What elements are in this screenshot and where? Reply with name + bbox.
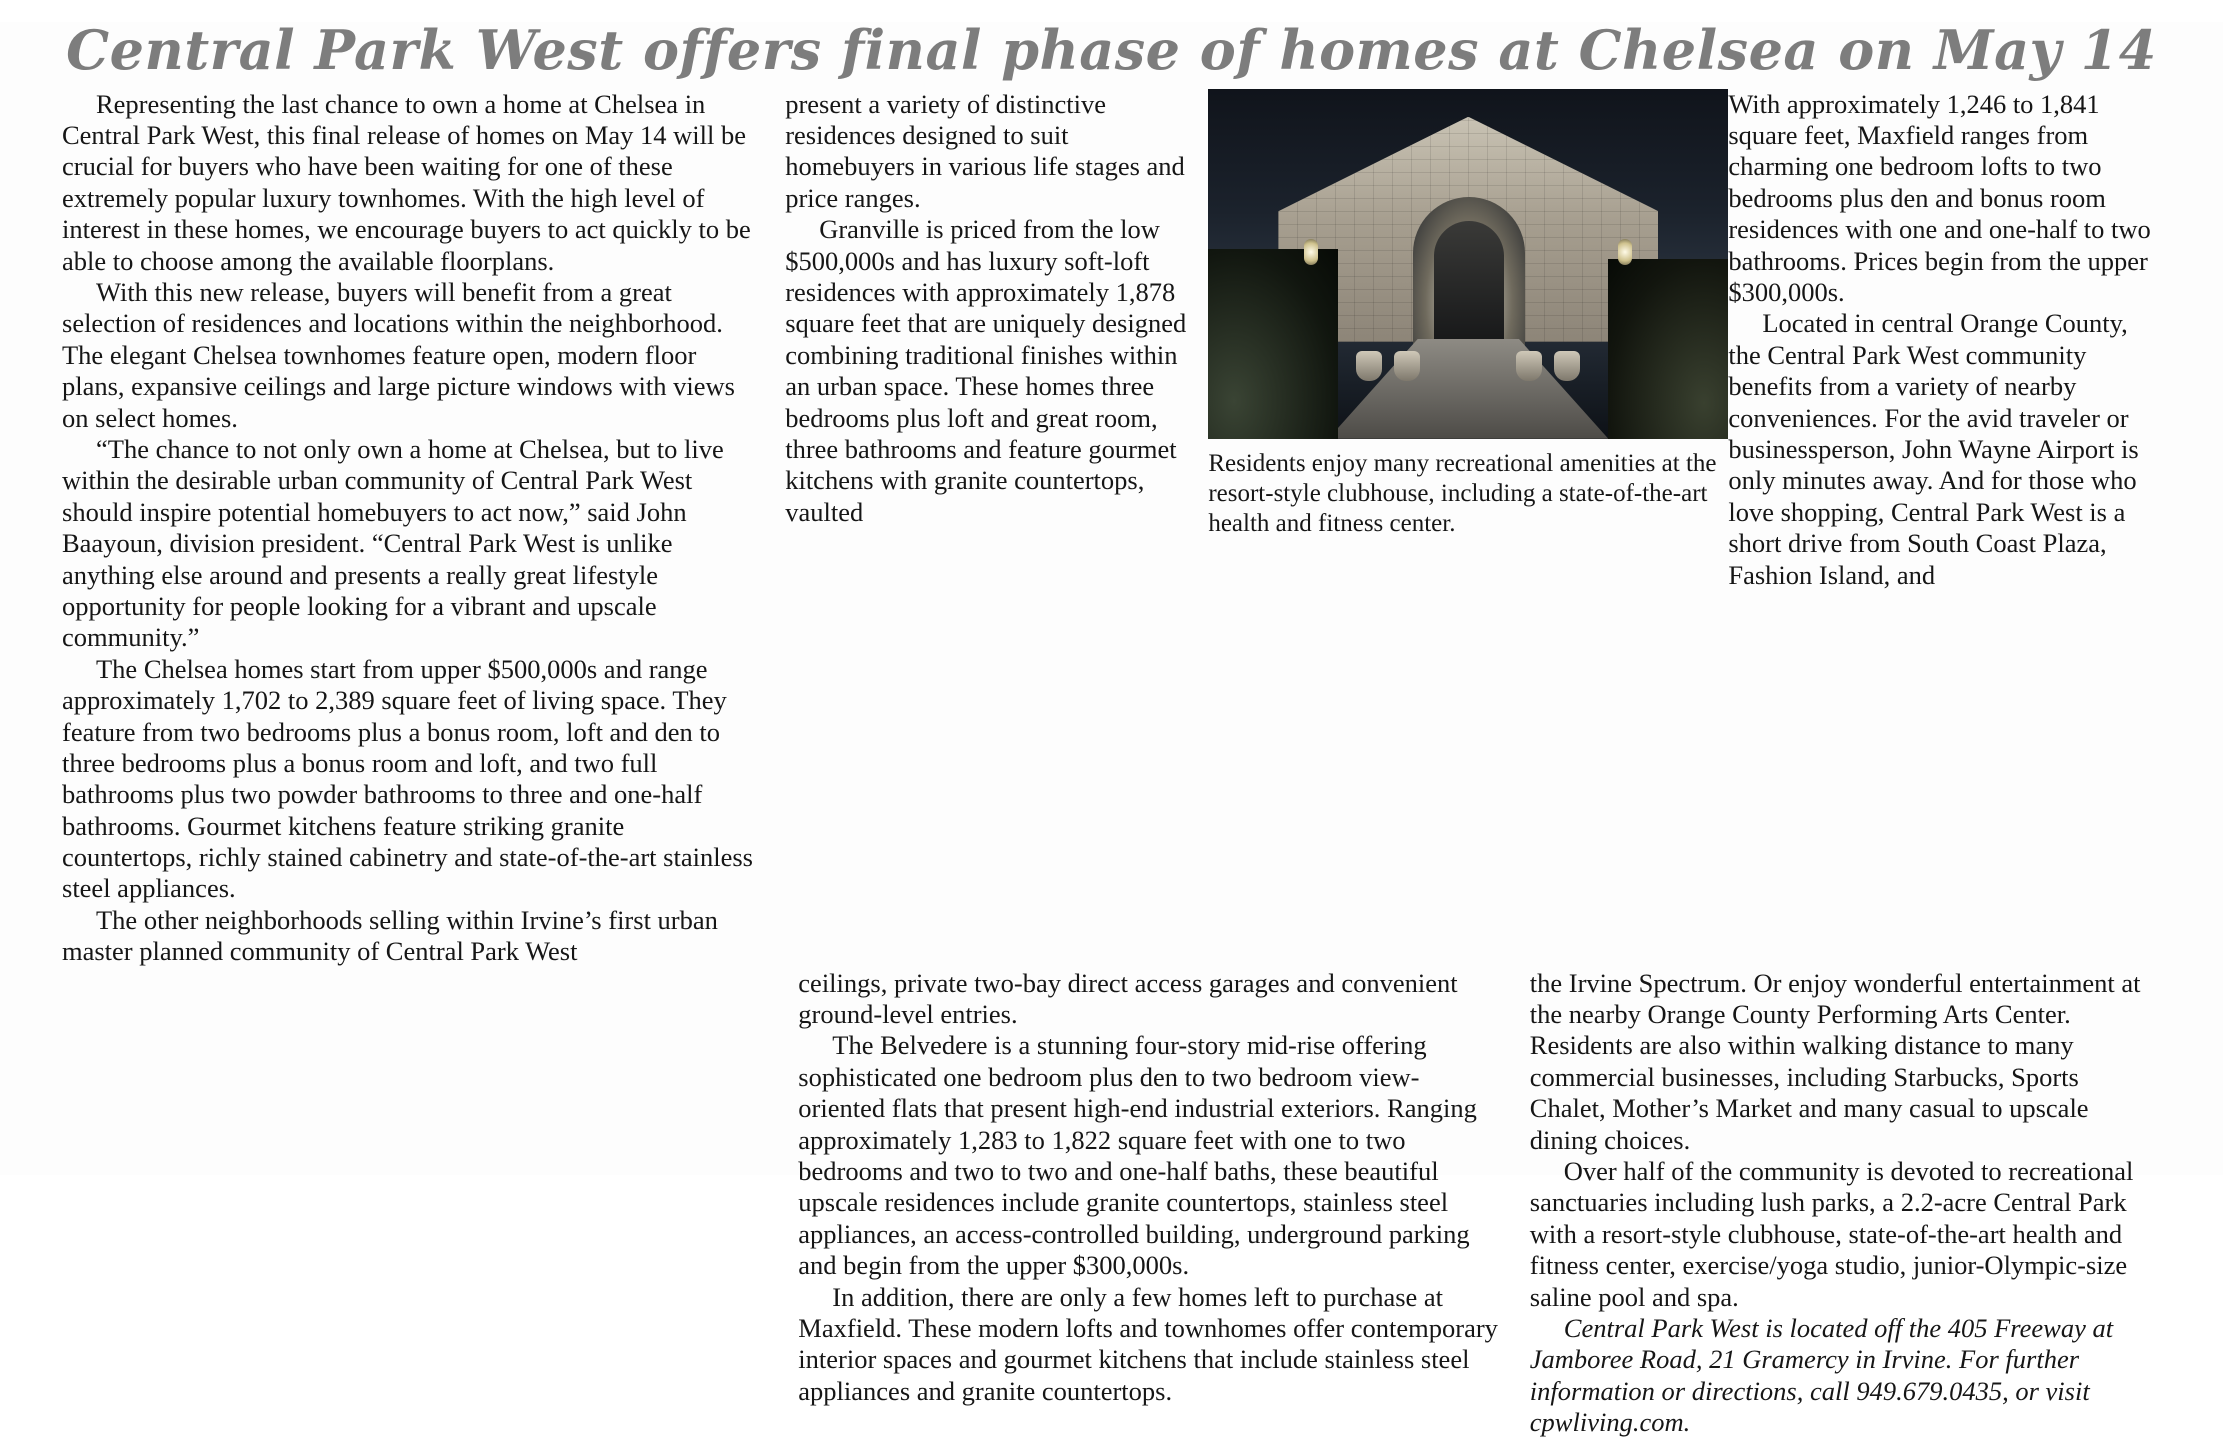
paragraph: the Irvine Spectrum. Or enjoy wonderful entertainment at the nearby Orange County Performing Arts Center. Residents are also within walking distance to many commercial businesses, including Starbucks, Sports Chalet, Mother’s Market and many casual to upscale dining choices.	[1529, 967, 2141, 1155]
column-four	[1728, 89, 2161, 591]
paragraph: The other neighborhoods selling within Irvine’s first urban master planned community of Central Park West	[62, 904, 718, 967]
column-one-bottom-spacer	[62, 968, 798, 1438]
closing-note: Central Park West is located off the 405 Freeway at Jamboree Road, 21 Gramercy in Irvine. For further information or directions, call 949.679.0435, or visit cpwliving.com.	[1529, 1312, 2114, 1438]
page-title: Central Park West offers final phase of homes at Chelsea on May 14	[66, 18, 2157, 82]
article-columns-bottom	[40, 968, 2183, 1438]
planter-pot	[1554, 351, 1580, 381]
article-page	[0, 18, 2223, 1438]
foliage-right	[1608, 259, 1728, 439]
paragraph: present a variety of distinctive residences designed to suit homebuyers in various life stages and price ranges.	[785, 88, 1185, 213]
clubhouse-night-photo	[1208, 89, 1728, 439]
planter-pot	[1516, 351, 1542, 381]
lamp-light	[1304, 239, 1318, 265]
photo-column	[1208, 89, 1728, 539]
paragraph: With approximately 1,246 to 1,841 square feet, Maxfield ranges from charming one bedroom lofts to two bedrooms plus den and bonus room residences with one and one-half to two bathrooms. Prices begin from the upper $300,000s.	[1728, 88, 2151, 308]
paragraph: With this new release, buyers will benefit from a great selection of residences and locations within the neighborhood. The elegant Chelsea townhomes feature open, modern floor plans, expansive ceilings and large picture windows with views on select homes.	[62, 277, 735, 433]
paragraph: Granville is priced from the low $500,000s and has luxury soft-loft residences with approximately 1,878 square feet that are uniquely designed combining traditional finishes within an urban space. These homes three bedrooms plus loft and great room, three bathrooms and feature gourmet kitchens with granite countertops, vaulted	[785, 214, 1187, 527]
column-one	[62, 89, 785, 968]
paragraph: ceilings, private two-bay direct access garages and convenient ground-level entries.	[798, 967, 1458, 1030]
foliage-left	[1208, 249, 1338, 439]
paragraph: Over half of the community is devoted to recreational sanctuaries including lush parks, a 2.2-acre Central Park with a resort-style clubhouse, state-of-the-art health and fitness center, exercise/yoga studio, junior-Olympic-size saline pool and spa.	[1529, 1155, 2134, 1312]
paragraph: Located in central Orange County, the Central Park West community benefits from a variety of nearby conveniences. For the avid traveler or businessperson, John Wayne Airport is only minutes away. And for those who love shopping, Central Park West is a short drive from South Coast Plaza, Fashion Island, and	[1728, 308, 2139, 590]
article-columns-top	[40, 89, 2183, 968]
paragraph: In addition, there are only a few homes left to purchase at Maxfield. These modern lofts and townhomes offer contemporary interior spaces and gourmet kitchens that include stainless steel appliances and granite countertops.	[798, 1281, 1498, 1406]
column-two	[785, 89, 1208, 528]
planter-pot	[1356, 351, 1382, 381]
lamp-light	[1618, 239, 1632, 265]
paragraph: The Belvedere is a stunning four-story mid-rise offering sophisticated one bedroom plus den to two bedroom view-oriented flats that present high-end industrial exteriors. Ranging approximately 1,283 to 1,822 square feet with one to two bedrooms and two to two and one-half baths, these beautiful upscale residences include granite countertops, stainless steel appliances, an access-controlled building, underground parking and begin from the upper $300,000s.	[798, 1030, 1477, 1281]
photo-wrap	[1208, 89, 1728, 539]
paragraph: “The chance to not only own a home at Chelsea, but to live within the desirable urban community of Central Park West should inspire potential homebuyers to act now,” said John Baayoun, division president. “Central Park West is unlike anything else around and presents a really great lifestyle opportunity for people looking for a vibrant and upscale community.”	[62, 433, 724, 653]
column-two-continued	[798, 968, 1529, 1438]
photo-caption: Residents enjoy many recreational amenities at the resort-style clubhouse, including a state-of-the-art health and fitness center.	[1208, 449, 1717, 537]
column-four-continued	[1530, 968, 2161, 1438]
paragraph: Representing the last chance to own a home at Chelsea in Central Park West, this final release of homes on May 14 will be crucial for buyers who have been waiting for one of these extremely popular luxury townhomes. With the high level of interest in these homes, we encourage buyers to act quickly to be able to choose among the available floorplans.	[62, 88, 751, 276]
planter-pot	[1394, 351, 1420, 381]
paragraph: The Chelsea homes start from upper $500,000s and range approximately 1,702 to 2,389 square feet of living space. They feature from two bedrooms plus a bonus room, loft and den to three bedrooms plus a bonus room and loft, and two full bathrooms plus two powder bathrooms to three and one-half bathrooms. Gourmet kitchens feature striking granite countertops, richly stained cabinetry and state-of-the-art stainless steel appliances.	[62, 653, 753, 904]
entry-doorway	[1434, 221, 1504, 347]
